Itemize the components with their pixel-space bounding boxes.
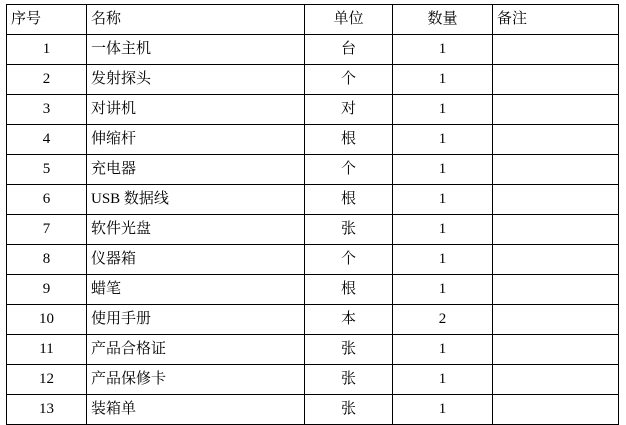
cell-name: 蜡笔 [87,275,305,305]
cell-note [493,35,619,65]
cell-note [493,305,619,335]
cell-name: 一体主机 [87,35,305,65]
cell-index: 1 [7,35,87,65]
cell-unit: 张 [305,215,393,245]
cell-quantity: 1 [393,155,493,185]
cell-note [493,65,619,95]
cell-unit: 张 [305,365,393,395]
cell-unit: 个 [305,245,393,275]
table-row [7,275,619,305]
cell-name: 产品合格证 [87,335,305,365]
cell-index: 9 [7,275,87,305]
column-header-name: 名称 [87,5,305,35]
cell-note [493,365,619,395]
cell-name: 装箱单 [87,395,305,425]
cell-index: 7 [7,215,87,245]
table-row [7,395,619,425]
cell-quantity: 2 [393,305,493,335]
cell-name: USB 数据线 [87,185,305,215]
table-row [7,95,619,125]
column-header-quantity: 数量 [393,5,493,35]
cell-unit: 对 [305,95,393,125]
cell-quantity: 1 [393,125,493,155]
cell-index: 8 [7,245,87,275]
cell-unit: 根 [305,185,393,215]
table-row [7,35,619,65]
cell-index: 5 [7,155,87,185]
cell-unit: 张 [305,335,393,365]
table-row [7,185,619,215]
table-row [7,365,619,395]
cell-index: 10 [7,305,87,335]
cell-index: 13 [7,395,87,425]
cell-note [493,155,619,185]
packing-list-table [6,4,619,425]
cell-quantity: 1 [393,245,493,275]
column-header-note: 备注 [493,5,619,35]
cell-quantity: 1 [393,365,493,395]
cell-index: 2 [7,65,87,95]
cell-unit: 个 [305,65,393,95]
cell-note [493,395,619,425]
cell-quantity: 1 [393,35,493,65]
cell-name: 伸缩杆 [87,125,305,155]
cell-note [493,335,619,365]
cell-quantity: 1 [393,65,493,95]
cell-unit: 根 [305,125,393,155]
table-row [7,335,619,365]
cell-name: 对讲机 [87,95,305,125]
cell-unit: 台 [305,35,393,65]
cell-note [493,275,619,305]
cell-quantity: 1 [393,275,493,305]
table-row [7,245,619,275]
cell-quantity: 1 [393,185,493,215]
cell-unit: 张 [305,395,393,425]
table-row [7,215,619,245]
cell-quantity: 1 [393,395,493,425]
cell-quantity: 1 [393,215,493,245]
column-header-unit: 单位 [305,5,393,35]
cell-note [493,245,619,275]
cell-note [493,125,619,155]
cell-note [493,215,619,245]
column-header-index: 序号 [7,5,87,35]
cell-name: 发射探头 [87,65,305,95]
table-row [7,155,619,185]
cell-quantity: 1 [393,95,493,125]
cell-index: 6 [7,185,87,215]
cell-index: 12 [7,365,87,395]
table-header-row [7,5,619,35]
table-row [7,65,619,95]
cell-unit: 个 [305,155,393,185]
cell-note [493,95,619,125]
table-row [7,305,619,335]
cell-index: 4 [7,125,87,155]
cell-name: 软件光盘 [87,215,305,245]
cell-quantity: 1 [393,335,493,365]
cell-unit: 本 [305,305,393,335]
cell-name: 使用手册 [87,305,305,335]
cell-index: 11 [7,335,87,365]
cell-unit: 根 [305,275,393,305]
cell-index: 3 [7,95,87,125]
table-row [7,125,619,155]
cell-name: 充电器 [87,155,305,185]
cell-name: 仪器箱 [87,245,305,275]
cell-note [493,185,619,215]
cell-name: 产品保修卡 [87,365,305,395]
table-body [7,5,619,425]
